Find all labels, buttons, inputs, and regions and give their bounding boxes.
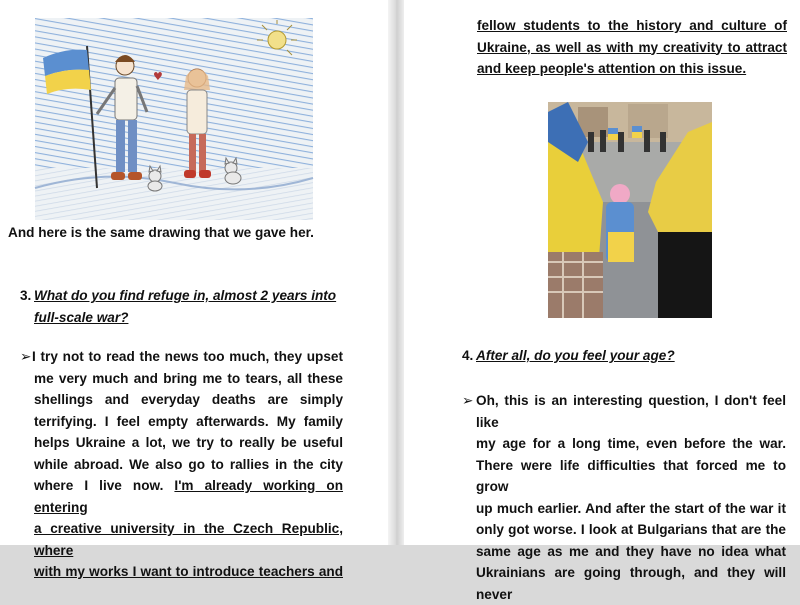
answer-4-line: There were life difficulties that forced me to grow (476, 457, 786, 494)
right-page (404, 0, 800, 602)
answer-3-bullet: ➢ (20, 349, 32, 364)
drawing-caption: And here is the same drawing that we gave her. (8, 225, 314, 240)
question-4-number: 4. (462, 348, 474, 363)
answer-3-line: I try not to read the news too much, they upset (32, 349, 343, 364)
answer-4 (476, 390, 786, 605)
answer-4-line: Oh, this is an interesting question, I don't feel like (476, 393, 786, 430)
answer-3-line-plain-part: where I live now. (34, 478, 164, 493)
question-3-number: 3. (20, 288, 32, 303)
answer-3-line: helps Ukraine a lot, we try to really be useful (34, 435, 343, 450)
answer-4-line: same age as me and they have no idea what (476, 543, 786, 559)
answer-3 (34, 346, 343, 583)
answer-3-line: me very much and bring me to tears, all these (34, 370, 343, 386)
answer-4-line: my age for a long time, even before the war. (476, 436, 786, 451)
left-page (0, 0, 388, 579)
question-3-line: What do you find refuge in, almost 2 years into (34, 288, 337, 303)
continued-text (477, 15, 787, 80)
answer-3-line: terrifying. I feel empty afterwards. My family (34, 413, 343, 429)
page-gutter (388, 0, 404, 545)
continued-line: Ukraine, as well as with my creativity to attract (477, 39, 787, 55)
rally-photo (548, 102, 712, 318)
question-3 (34, 285, 344, 328)
answer-3-mixed-line (34, 475, 343, 518)
answer-3-line: shellings and everyday deaths are simply (34, 392, 343, 407)
answer-4-line: up much earlier. And after the start of the war it (476, 500, 786, 516)
answer-3-underlined-line: with my works I want to introduce teachers and (34, 564, 343, 579)
answer-3-underlined-line: a creative university in the Czech Republic, where (34, 521, 343, 558)
continued-line: and keep people's attention on this issue. (477, 61, 747, 76)
question-3-line: full-scale war? (34, 309, 129, 325)
answer-4-bullet: ➢ (462, 393, 474, 408)
answer-3-line-underlined-part: I'm already working on entering (34, 478, 344, 515)
answer-4-line: only got worse. I look at Bulgarians that are the (476, 522, 786, 537)
drawing-image (35, 18, 313, 220)
answer-4-line: Ukrainians are going through, and they will never (476, 565, 786, 602)
svg-text:♥: ♥ (153, 70, 163, 83)
question-4: After all, do you feel your age? (476, 348, 675, 363)
answer-3-line: while abroad. We also go to rallies in the city (34, 456, 343, 472)
continued-line: fellow students to the history and culture of (477, 18, 787, 33)
